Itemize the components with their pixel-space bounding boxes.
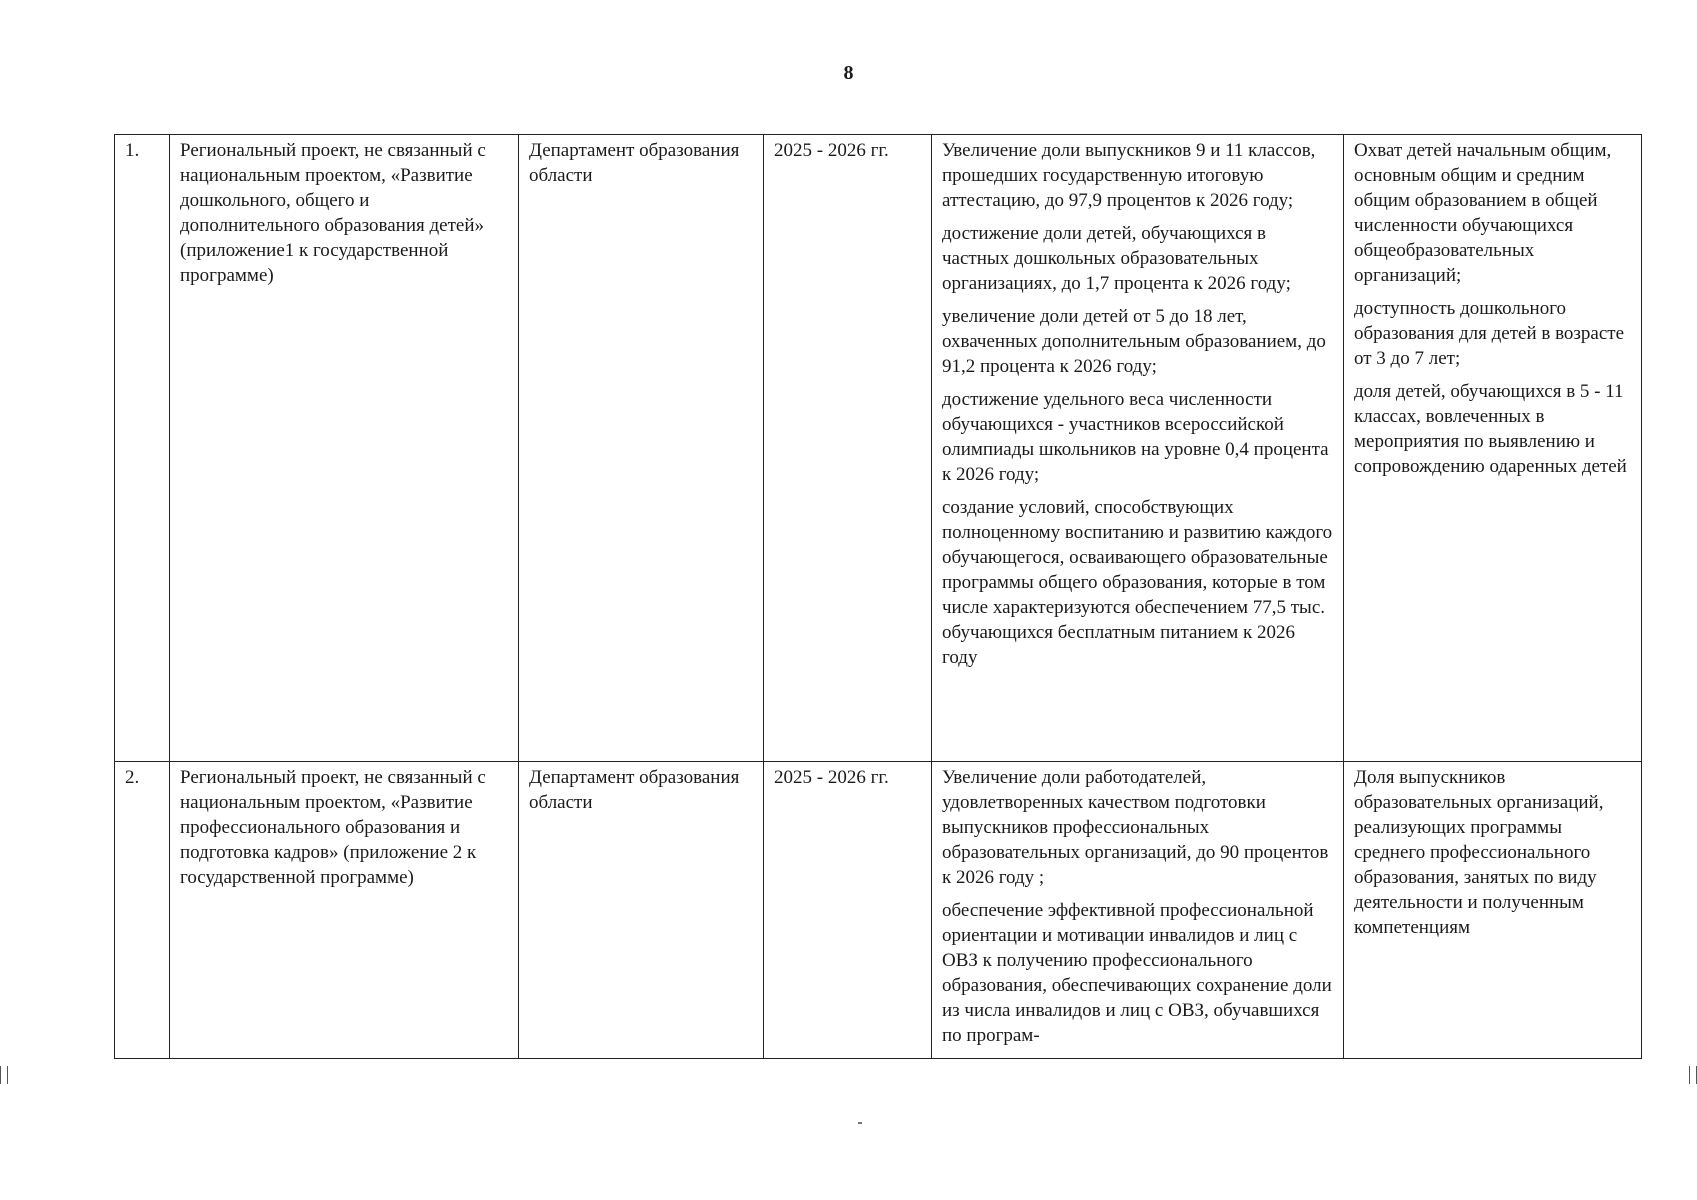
result-item: достижение удельного веса численности обучающихся - участников всероссийской олимпиады школьников на уровне 0,4 процента к 2026 году; [942,389,1329,485]
table-row [115,762,1642,1059]
related-indicators [1344,135,1642,762]
expected-results [932,135,1344,762]
result-item: создание условий, способствующих полноценному воспитанию и развитию каждого обучающегося, осваивающего образовательные программы общего образования, которые в том числе характеризуются обеспечением 77,5 тыс. обучающихся бесплатным питанием к 2026 году [942,497,1333,668]
row-number: 1. [115,135,170,762]
project-name: Региональный проект, не связанный с национальным проектом, «Развитие дошкольного, общего и дополнительного образования детей» (приложение1 к государственной программе) [170,135,519,762]
indicator-item: доля детей, обучающихся в 5 - 11 классах, вовлеченных в мероприятия по выявлению и сопровождению одаренных детей [1354,381,1627,477]
row-number: 2. [115,762,170,1059]
scan-dot [858,1122,862,1124]
result-item: Увеличение доли работодателей, удовлетворенных качеством подготовки выпускников профессиональных образовательных организаций, до 90 процентов к 2026 году ; [942,767,1329,888]
indicator-item: доступность дошкольного образования для детей в возрасте от 3 до 7 лет; [1354,298,1625,369]
indicator-item: Охват детей начальным общим, основным общим и средним общим образованием в общей численности обучающихся общеобразовательных организаций; [1354,140,1612,286]
project-name: Региональный проект, не связанный с национальным проектом, «Развитие профессионального образования и подготовка кадров» (приложение 2 к государственной программе) [170,762,519,1059]
responsible-department: Департамент образования области [519,135,764,762]
result-item: достижение доли детей, обучающихся в частных дошкольных образовательных организациях, до 1,7 процента к 2026 году; [942,223,1291,294]
result-item: увеличение доли детей от 5 до 18 лет, охваченных дополнительным образованием, до 91,2 процента к 2026 году; [942,306,1326,377]
implementation-period: 2025 - 2026 гг. [764,762,932,1059]
related-indicators [1344,762,1642,1059]
implementation-period: 2025 - 2026 гг. [764,135,932,762]
responsible-department: Департамент образования области [519,762,764,1059]
scan-edge-mark [0,1066,8,1084]
scan-edge-mark [1689,1066,1697,1084]
table-row [115,135,1642,762]
expected-results [932,762,1344,1059]
program-table [114,134,1642,1059]
result-item: обеспечение эффективной профессиональной ориентации и мотивации инвалидов и лиц с ОВЗ к получению профессионального образования, обеспечивающих сохранение доли из числа инвалидов и лиц с ОВЗ, обучавшихся по програм- [942,900,1332,1046]
page-number: 8 [843,62,854,84]
indicator-item: Доля выпускников образовательных организаций, реализующих программы среднего профессионального образования, занятых по виду деятельности и полученным компетенциям [1354,767,1604,938]
result-item: Увеличение доли выпускников 9 и 11 классов, прошедших государственную итоговую аттестацию, до 97,9 процентов к 2026 году; [942,140,1316,211]
